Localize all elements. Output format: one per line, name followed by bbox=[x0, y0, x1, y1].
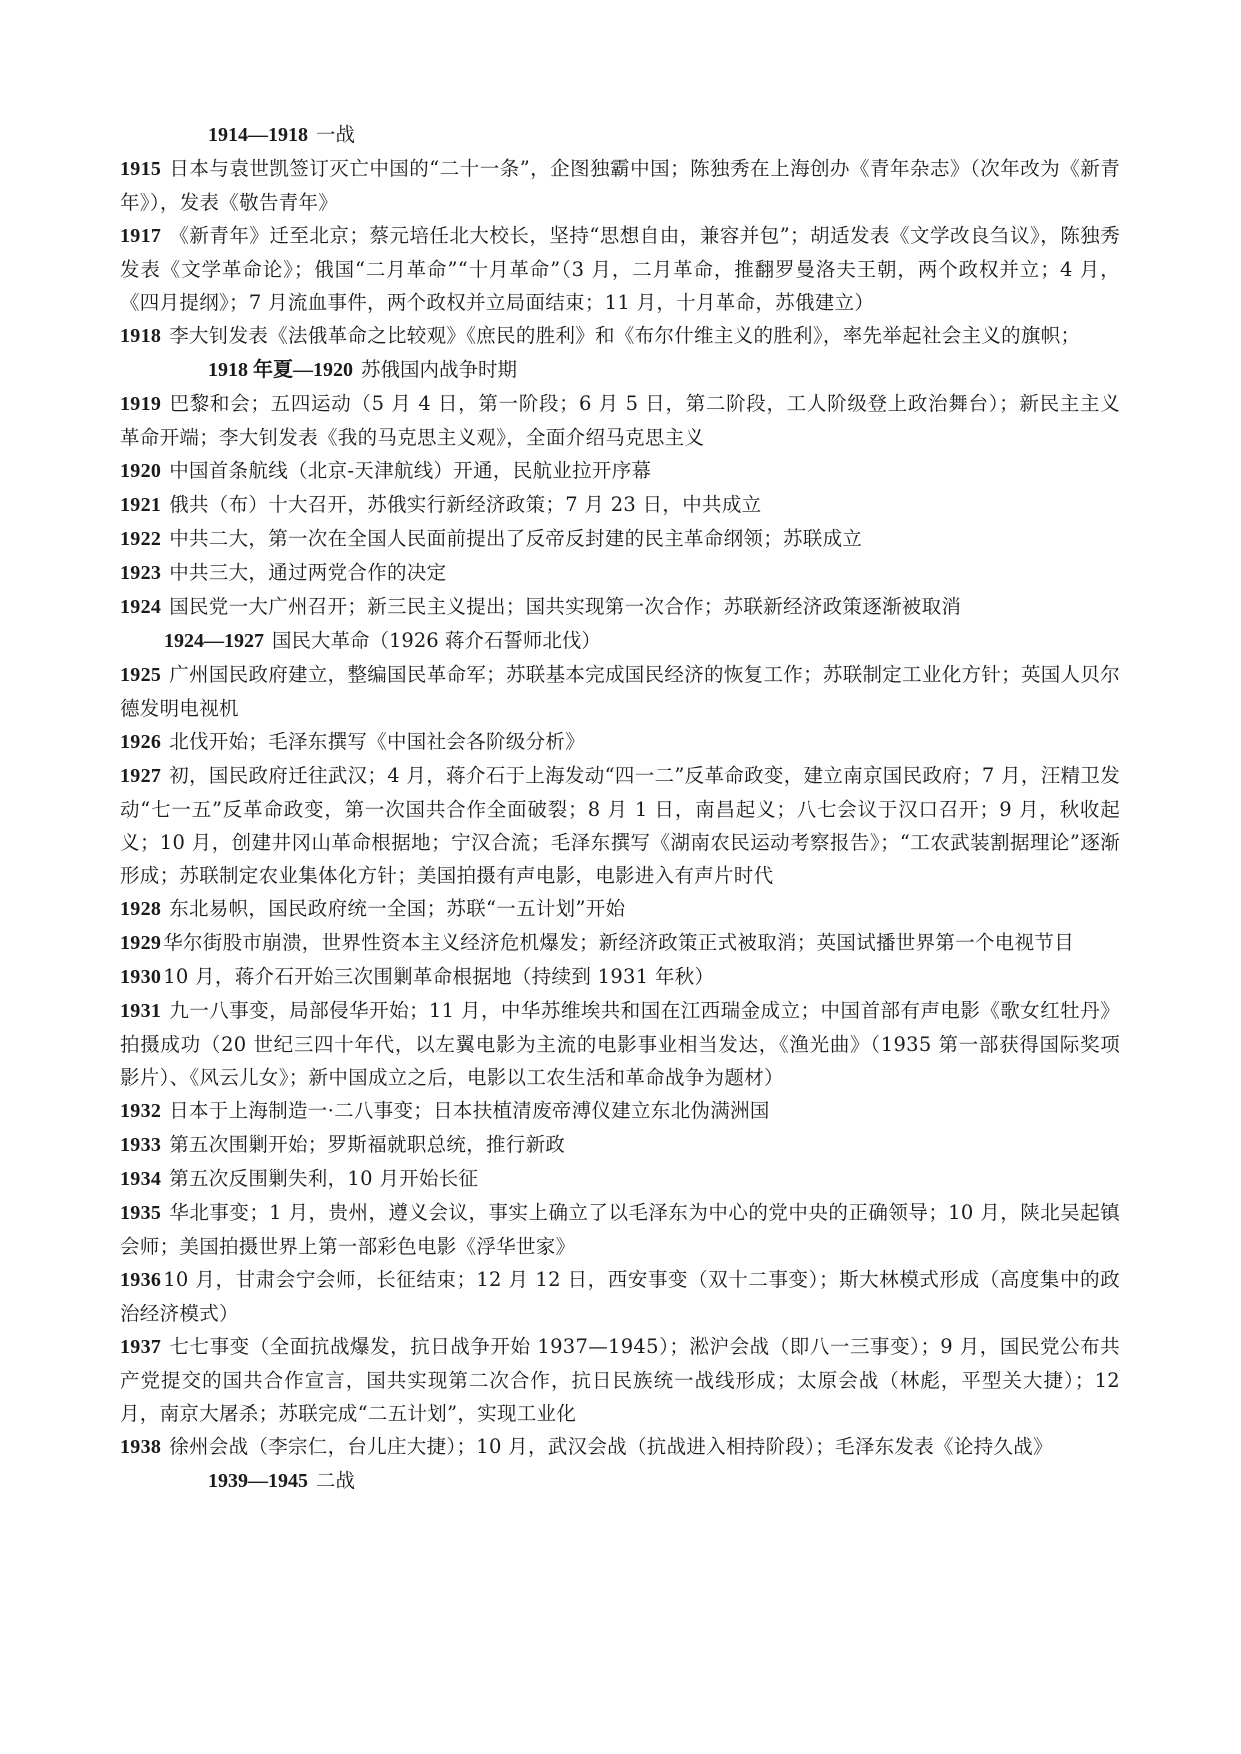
entry-1937 bbox=[120, 1330, 1120, 1430]
entry-year: 1922 bbox=[120, 528, 162, 550]
period-1918-1920 bbox=[120, 353, 1120, 387]
entry-1931 bbox=[120, 994, 1120, 1094]
period-range: 1924—1927 bbox=[164, 630, 264, 652]
entry-text: 10 月，蒋介石开始三次围剿革命根据地（持续到 1931 年秋） bbox=[163, 965, 715, 988]
entry-1927 bbox=[120, 759, 1120, 892]
entry-year: 1923 bbox=[120, 562, 162, 584]
entry-1928 bbox=[120, 892, 1120, 926]
period-label: 国民大革命（1926 蒋介石誓师北伐） bbox=[272, 629, 601, 652]
entry-text: 第五次反围剿失利，10 月开始长征 bbox=[169, 1167, 479, 1190]
entry-1925 bbox=[120, 658, 1120, 725]
entry-1930 bbox=[120, 960, 1120, 994]
entry-1929 bbox=[120, 926, 1120, 960]
entry-year: 1925 bbox=[120, 664, 162, 686]
period-range: 1939—1945 bbox=[208, 1470, 308, 1492]
entry-text: 华尔街股市崩溃，世界性资本主义经济危机爆发；新经济政策正式被取消；英国试播世界第一个电视节目 bbox=[163, 931, 1075, 954]
entry-1934 bbox=[120, 1162, 1120, 1196]
period-1939-1945 bbox=[120, 1464, 1120, 1498]
entry-year: 1919 bbox=[120, 393, 162, 415]
entry-text: 东北易帜，国民政府统一全国；苏联“一五计划”开始 bbox=[169, 897, 626, 920]
entry-1921 bbox=[120, 488, 1120, 522]
entry-year: 1917 bbox=[120, 225, 162, 247]
entry-1915 bbox=[120, 152, 1120, 219]
entry-1936 bbox=[120, 1263, 1120, 1330]
entry-text: 《新青年》迁至北京；蔡元培任北大校长，坚持“思想自由，兼容并包”；胡适发表《文学改良刍议》，陈独秀发表《文学革命论》；俄国“二月革命”“十月革命”（3 月，二月革命，推翻罗曼洛夫王朝，两个政权并立；4 月，《四月提纲》；7 月流血事件，两个政权并立局面结束；11 月，十月革命，苏俄建立） bbox=[120, 224, 1120, 314]
entry-year: 1927 bbox=[120, 765, 162, 787]
entry-text: 中国首条航线（北京-天津航线）开通，民航业拉开序幕 bbox=[169, 459, 652, 482]
entry-year: 1938 bbox=[120, 1436, 162, 1458]
entry-year: 1931 bbox=[120, 1000, 162, 1022]
period-1914-1918 bbox=[120, 118, 1120, 152]
entry-year: 1929 bbox=[120, 932, 162, 954]
entry-1932 bbox=[120, 1094, 1120, 1128]
period-1924-1927 bbox=[120, 624, 1120, 658]
entry-1924 bbox=[120, 590, 1120, 624]
entry-1935 bbox=[120, 1196, 1120, 1263]
entry-1920 bbox=[120, 454, 1120, 488]
entry-text: 初，国民政府迁往武汉；4 月，蒋介石于上海发动“四一二”反革命政变，建立南京国民政府；7 月，汪精卫发动“七一五”反革命政变，第一次国共合作全面破裂；8 月 1 日，南昌起义；八七会议于汉口召开；9 月，秋收起义；10 月，创建井冈山革命根据地；宁汉合流；毛泽东撰写《湖南农民运动考察报告》；“工农武装割据理论”逐渐形成；苏联制定农业集体化方针；美国拍摄有声电影，电影进入有声片时代 bbox=[120, 764, 1120, 887]
entry-text: 广州国民政府建立，整编国民革命军；苏联基本完成国民经济的恢复工作；苏联制定工业化方针；英国人贝尔德发明电视机 bbox=[120, 663, 1120, 720]
period-label: 苏俄国内战争时期 bbox=[361, 358, 518, 381]
entry-1918 bbox=[120, 319, 1120, 353]
entry-year: 1932 bbox=[120, 1100, 162, 1122]
entry-text: 第五次围剿开始；罗斯福就职总统，推行新政 bbox=[169, 1133, 566, 1156]
entry-text: 俄共（布）十大召开，苏俄实行新经济政策；7 月 23 日，中共成立 bbox=[169, 493, 762, 516]
entry-text: 中共二大，第一次在全国人民面前提出了反帝反封建的民主革命纲领；苏联成立 bbox=[169, 527, 863, 550]
entry-1922 bbox=[120, 522, 1120, 556]
entry-year: 1924 bbox=[120, 596, 162, 618]
entry-text: 日本于上海制造一·二八事变；日本扶植清废帝溥仪建立东北伪满洲国 bbox=[169, 1099, 770, 1122]
entry-1926 bbox=[120, 725, 1120, 759]
entry-text: 北伐开始；毛泽东撰写《中国社会各阶级分析》 bbox=[169, 730, 586, 753]
entry-text: 中共三大，通过两党合作的决定 bbox=[169, 561, 447, 584]
entry-year: 1921 bbox=[120, 494, 162, 516]
entry-text: 日本与袁世凯签订灭亡中国的“二十一条”，企图独霸中国；陈独秀在上海创办《青年杂志》（次年改为《新青年》），发表《敬告青年》 bbox=[120, 157, 1120, 214]
entry-text: 李大钊发表《法俄革命之比较观》《庶民的胜利》和《布尔什维主义的胜利》，率先举起社会主义的旗帜； bbox=[169, 324, 1081, 347]
entry-year: 1915 bbox=[120, 158, 162, 180]
period-label: 二战 bbox=[316, 1469, 356, 1492]
entry-text: 国民党一大广州召开；新三民主义提出；国共实现第一次合作；苏联新经济政策逐渐被取消 bbox=[169, 595, 962, 618]
entry-1938 bbox=[120, 1430, 1120, 1464]
entry-year: 1928 bbox=[120, 898, 162, 920]
period-range: 1914—1918 bbox=[208, 124, 308, 146]
entry-text: 七七事变（全面抗战爆发，抗日战争开始 1937—1945）；淞沪会战（即八一三事变）；9 月，国民党公布共产党提交的国共合作宣言，国共实现第二次合作，抗日民族统一战线形成；太原会战（林彪，平型关大捷）；12 月，南京大屠杀；苏联完成“二五计划”，实现工业化 bbox=[120, 1335, 1120, 1425]
entry-year: 1920 bbox=[120, 460, 162, 482]
entry-1923 bbox=[120, 556, 1120, 590]
period-label: 一战 bbox=[316, 123, 356, 146]
entry-year: 1930 bbox=[120, 966, 162, 988]
entry-year: 1933 bbox=[120, 1134, 162, 1156]
entry-text: 10 月，甘肃会宁会师，长征结束；12 月 12 日，西安事变（双十二事变）；斯大林模式形成（高度集中的政治经济模式） bbox=[120, 1268, 1120, 1325]
entry-year: 1935 bbox=[120, 1202, 162, 1224]
entry-text: 徐州会战（李宗仁，台儿庄大捷）；10 月，武汉会战（抗战进入相持阶段）；毛泽东发表《论持久战》 bbox=[169, 1435, 1053, 1458]
entry-text: 九一八事变，局部侵华开始；11 月，中华苏维埃共和国在江西瑞金成立；中国首部有声电影《歌女红牡丹》拍摄成功（20 世纪三四十年代，以左翼电影为主流的电影事业相当发达，《渔光曲》（1935 第一部获得国际奖项影片）、《风云儿女》；新中国成立之后，电影以工农生活和革命战争为题材） bbox=[120, 999, 1120, 1089]
entry-year: 1936 bbox=[120, 1269, 162, 1291]
entry-text: 华北事变；1 月，贵州，遵义会议，事实上确立了以毛泽东为中心的党中央的正确领导；10 月，陕北吴起镇会师；美国拍摄世界上第一部彩色电影《浮华世家》 bbox=[120, 1201, 1120, 1258]
entry-1917 bbox=[120, 219, 1120, 319]
period-range: 1918 年夏—1920 bbox=[208, 359, 353, 381]
entry-year: 1937 bbox=[120, 1336, 162, 1358]
entry-year: 1918 bbox=[120, 325, 162, 347]
entry-1919 bbox=[120, 387, 1120, 454]
entry-year: 1926 bbox=[120, 731, 162, 753]
entry-1933 bbox=[120, 1128, 1120, 1162]
timeline-document bbox=[120, 118, 1120, 1498]
entry-year: 1934 bbox=[120, 1168, 162, 1190]
entry-text: 巴黎和会；五四运动（5 月 4 日，第一阶段；6 月 5 日，第二阶段，工人阶级登上政治舞台）；新民主主义革命开端；李大钊发表《我的马克思主义观》，全面介绍马克思主义 bbox=[120, 392, 1120, 449]
